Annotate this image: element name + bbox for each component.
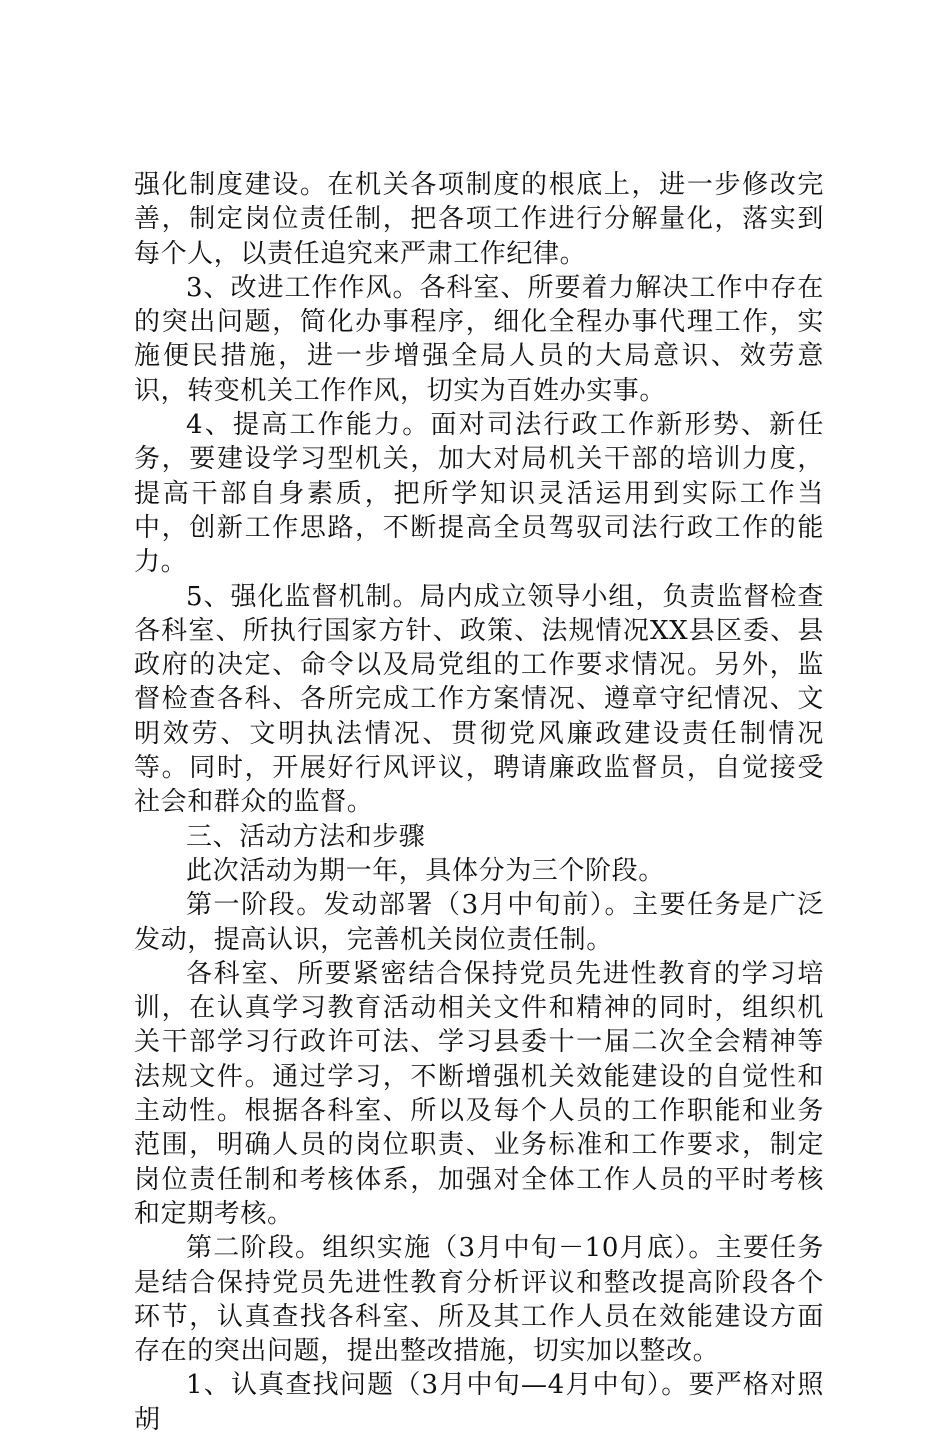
paragraph-2: 3、改进工作作风。各科室、所要着力解决工作中存在的突出问题，简化办事程序，细化全程办事代理工作，实施便民措施，进一步增强全局人员的大局意识、效劳意识，转变机关工作作风，切实为百姓办实事。 <box>134 272 824 406</box>
paragraph-9: 第二阶段。组织实施（3月中旬－10月底）。主要任务是结合保持党员先进性教育分析评议和整改提高阶段各个环节，认真查找各科室、所及其工作人员在效能建设方面存在的突出问题，提出整改措施，切实加以整改。 <box>134 1233 824 1367</box>
section-heading: 三、活动方法和步骤 <box>186 821 426 852</box>
paragraph-3: 4、提高工作能力。面对司法行政工作新形势、新任务，要建设学习型机关，加大对局机关干部的培训力度，提高干部自身素质，把所学知识灵活运用到实际工作当中，创新工作思路，不断提高全员驾驭司法行政工作的能力。 <box>134 410 824 578</box>
paragraph-4: 5、强化监督机制。局内成立领导小组，负责监督检查各科室、所执行国家方针、政策、法规情况XX县区委、县政府的决定、命令以及局党组的工作要求情况。另外，监督检查各科、各所完成工作方案情况、遵章守纪情况、文明效劳、文明执法情况、贯彻党风廉政建设责任制情况等。同时，开展好行风评议，聘请廉政监督员，自觉接受社会和群众的监督。 <box>134 581 824 818</box>
document-body <box>134 168 824 1437</box>
paragraph-8: 各科室、所要紧密结合保持党员先进性教育的学习培训，在认真学习教育活动相关文件和精神的同时，组织机关干部学习行政许可法、学习县委十一届二次全会精神等法规文件。通过学习，不断增强机关效能建设的自觉性和主动性。根据各科室、所以及每个人员的工作职能和业务范围，明确人员的岗位职责、业务标准和工作要求，制定岗位责任制和考核体系，加强对全体工作人员的平时考核和定期考核。 <box>134 958 824 1229</box>
paragraph-6: 此次活动为期一年，具体分为三个阶段。 <box>186 855 665 886</box>
paragraph-7: 第一阶段。发动部署（3月中旬前）。主要任务是广泛发动，提高认识，完善机关岗位责任制。 <box>134 890 824 955</box>
paragraph-10: 1、认真查找问题（3月中旬—4月中旬）。要严格对照胡 <box>134 1370 824 1435</box>
paragraph-1: 强化制度建设。在机关各项制度的根底上，进一步修改完善，制定岗位责任制，把各项工作进行分解量化，落实到每个人，以责任追究来严肃工作纪律。 <box>134 170 824 269</box>
